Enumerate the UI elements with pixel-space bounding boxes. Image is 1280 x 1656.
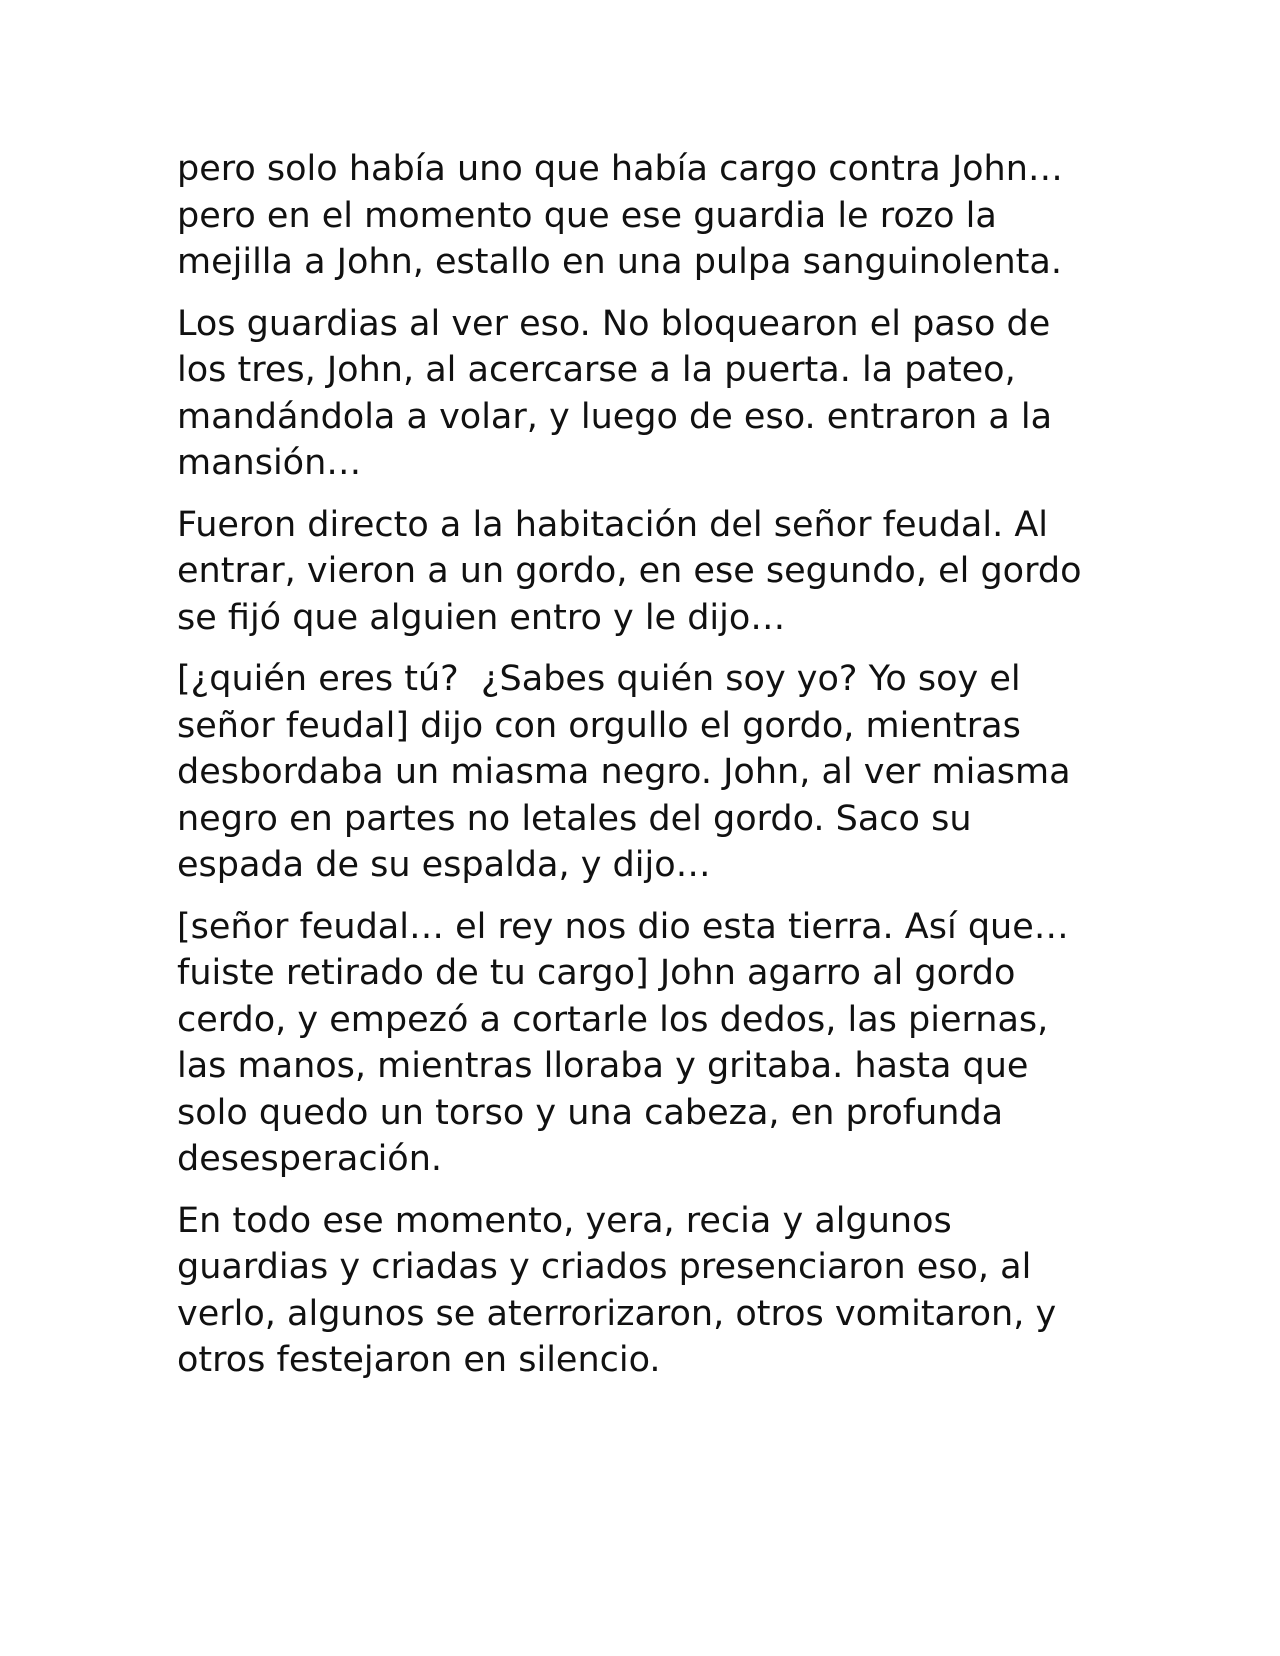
paragraph-5: [señor feudal… el rey nos dio esta tierra. Así que… fuiste retirado de tu cargo] John agarro al gordo cerdo, y empezó a cortarle los dedos, las piernas, las manos, mientras lloraba y gritaba. hasta que solo quedo un torso y una cabeza, en profunda desesperación.	[177, 906, 1080, 1179]
paragraph-2: Los guardias al ver eso. No bloquearon el paso de los tres, John, al acercarse a la puerta. la pateo, mandándola a volar, y luego de eso. entraron a la mansión…	[177, 303, 1064, 483]
document-page	[177, 146, 1107, 1399]
paragraph-6: En todo ese momento, yera, recia y algunos guardias y criadas y criados presenciaron eso, al verlo, algunos se aterrorizaron, otros vomitaron, y otros festejaron en silencio.	[177, 1200, 1068, 1380]
paragraph-1: pero solo había uno que había cargo contra John… pero en el momento que ese guardia le rozo la mejilla a John, estallo en una pulpa sanguinolenta.	[177, 149, 1075, 282]
paragraph-4: [¿quién eres tú? ¿Sabes quién soy yo? Yo soy el señor feudal] dijo con orgullo el gordo, mientras desbordaba un miasma negro. John, al ver miasma negro en partes no letales del gordo. Saco su espada de su espalda, y dijo…	[177, 659, 1082, 885]
paragraph-3: Fueron directo a la habitación del señor feudal. Al entrar, vieron a un gordo, en ese segundo, el gordo se fijó que alguien entro y le dijo…	[177, 504, 1093, 638]
